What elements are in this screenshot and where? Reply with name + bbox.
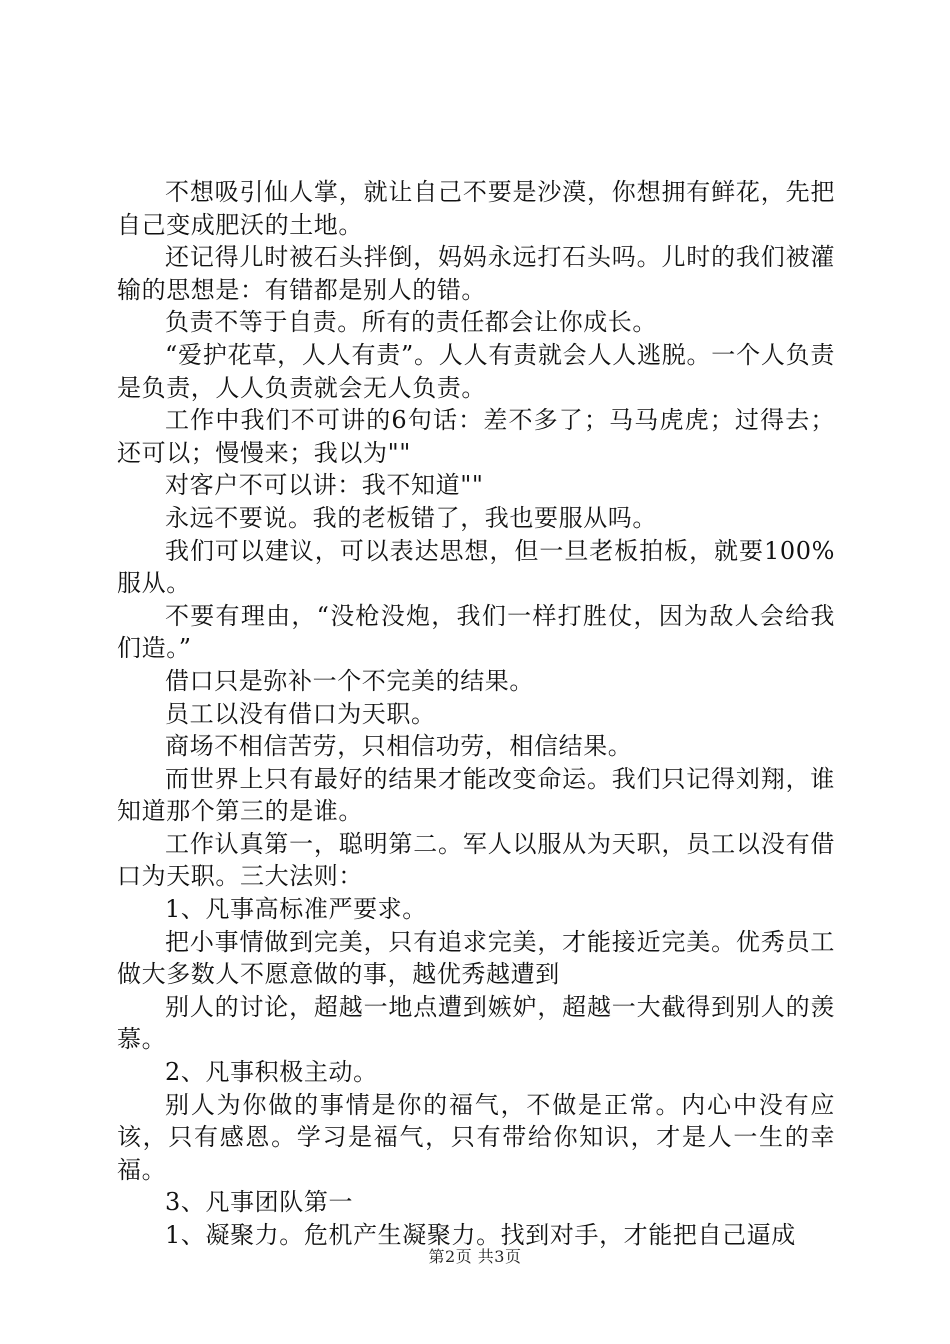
paragraph: 而世界上只有最好的结果才能改变命运。我们只记得刘翔，谁知道那个第三的是谁。 [117, 764, 835, 826]
paragraph: 别人为你做的事情是你的福气，不做是正常。内心中没有应该，只有感恩。学习是福气，只有带给你知识，才是人一生的幸福。 [117, 1090, 835, 1184]
paragraph: 工作认真第一，聪明第二。军人以服从为天职，员工以没有借口为天职。三大法则： [117, 829, 835, 891]
paragraph: “爱护花草，人人有责”。人人有责就会人人逃脱。一个人负责是负责，人人负责就会无人负责。 [117, 340, 835, 402]
paragraph: 1、凝聚力。危机产生凝聚力。找到对手，才能把自己逼成 [165, 1221, 796, 1249]
paragraph: 3、凡事团队第一 [165, 1188, 354, 1217]
paragraph: 把小事情做到完美，只有追求完美，才能接近完美。优秀员工做大多数人不愿意做的事，越优秀越遭到 [117, 927, 835, 989]
page-footer [0, 1244, 950, 1267]
paragraph: 别人的讨论，超越一地点遭到嫉妒，超越一大截得到别人的羡慕。 [117, 992, 835, 1054]
paragraph: 借口只是弥补一个不完美的结果。 [165, 666, 534, 695]
paragraph: 2、凡事积极主动。 [165, 1058, 378, 1087]
paragraph: 对客户不可以讲：我不知道"" [165, 471, 484, 500]
paragraph: 1、凡事高标准严要求。 [165, 895, 427, 924]
page-number: 第2页 共3页 [428, 1247, 522, 1266]
paragraph: 永远不要说。我的老板错了，我也要服从吗。 [165, 503, 657, 532]
paragraph: 员工以没有借口为天职。 [165, 699, 436, 728]
paragraph: 商场不相信苦劳，只相信功劳，相信结果。 [165, 732, 633, 761]
paragraph: 我们可以建议，可以表达思想，但一旦老板拍板，就要100%服从。 [117, 536, 835, 598]
paragraph: 负责不等于自责。所有的责任都会让你成长。 [165, 308, 657, 337]
paragraph: 不想吸引仙人掌，就让自己不要是沙漠，你想拥有鲜花，先把自己变成肥沃的土地。 [117, 178, 835, 239]
document-body [117, 176, 835, 1252]
paragraph: 不要有理由，“没枪没炮，我们一样打胜仗，因为敌人会给我们造。” [117, 601, 835, 663]
paragraph: 工作中我们不可讲的6句话：差不多了；马马虎虎；过得去；还可以；慢慢来；我以为"" [117, 406, 835, 467]
paragraph: 还记得儿时被石头拌倒，妈妈永远打石头吗。儿时的我们被灌输的思想是：有错都是别人的错。 [117, 243, 835, 304]
